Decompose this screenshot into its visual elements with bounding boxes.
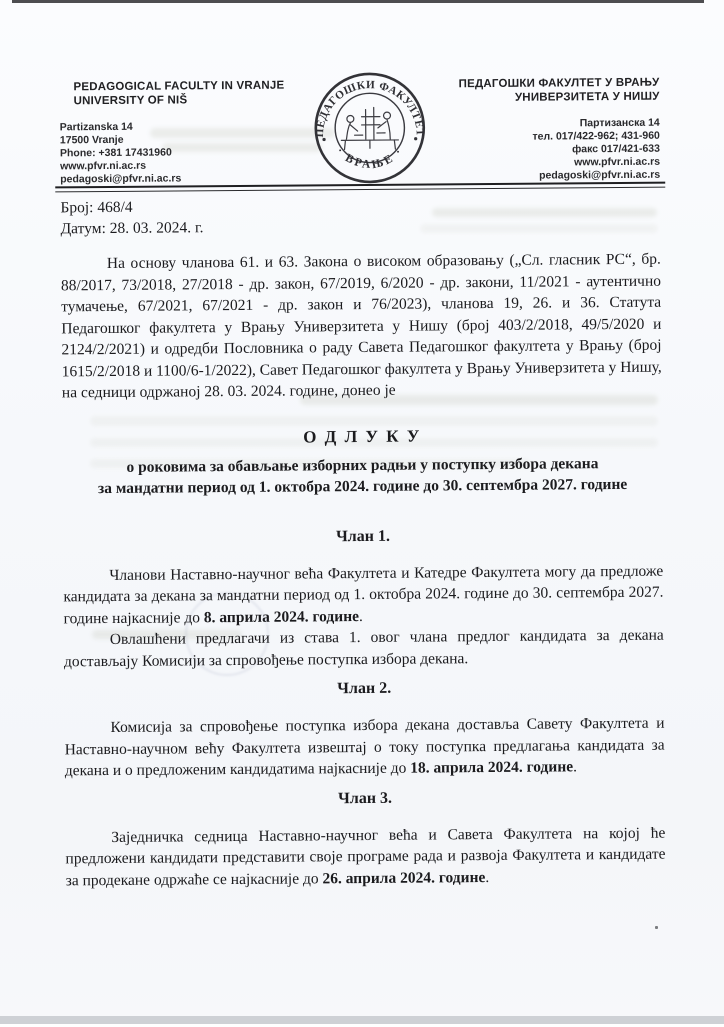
letterhead-left	[59, 78, 310, 186]
document-date: Датум: 28. 03. 2024. г.	[60, 219, 204, 238]
org-name-en-line2: UNIVERSITY OF NIŠ	[73, 94, 188, 108]
address-phone: Phone: +381 17431960	[59, 146, 172, 160]
article-2-heading: Члан 2.	[337, 679, 392, 698]
seal-bottom-text: · ВРАЊЕ ·	[333, 144, 407, 172]
article-3-heading: Члан 3.	[338, 789, 393, 807]
article-1	[63, 524, 664, 672]
article-1-paragraph-1: Чланови Наставно-научног већа Факултета и Катедре Факултета могу да предложе кандидата за декана за мандатни период од 1. октобра 2024. године до 30. септембра 2027. године најкасније до 8. априла 2024. године.	[63, 562, 664, 627]
article-3	[65, 786, 666, 891]
address-left	[60, 119, 311, 186]
address-street: Partizanska 14	[59, 120, 133, 134]
preamble-paragraph: На основу чланова 61. и 63. Закона о високом образовању („Сл. гласник РС“, бр. 88/2017, 73/2018, 27/2018 - др. закон, 67/2019, 6/2020 - др. закони, 11/2021 - аутентично тумачење, 67/2021, 67/2021 - др. закон и 76/2023), чланова 19, 26. и 36. Статута Педагошког факултета у Врању Универзитета у Нишу (број 403/2/2018, 49/5/2020 и 2124/2/2021) и одредби Пословника о раду Савета Педагошког факултета у Врању (број 1615/2/2018 и 1100/6-1/2022), Савет Педагошког факултета у Врању Универзитета у Нишу, на седници одржаној 28. 03. 2024. године, донео је	[60, 250, 662, 402]
org-name-sr-line2: УНИВЕРЗИТЕТА У НИШУ	[514, 90, 660, 104]
address-fax: факс 017/421-633	[572, 142, 661, 156]
address-email: pedagoski@pfvr.ni.ac.rs	[538, 168, 661, 182]
address-right	[410, 117, 661, 184]
article-2	[64, 677, 665, 782]
decision-subtitle-line1: о роковима за обављање изборних радњи у поступку избора декана	[126, 454, 599, 476]
address-website: www.pfvr.ni.ac.rs	[574, 155, 661, 169]
org-name-en-line1: PEDAGOGICAL FACULTY IN VRANJE	[73, 79, 285, 94]
document-number: Број: 468/4	[60, 198, 133, 217]
article-3-paragraph-1: Заједничка седница Наставно-научног већа и Савета Факултета на којој ће предложени кандидати представити своје програме рада и развоја Факултета и кандидате за продекане одржаће се најкасније до 26. априла 2024. године.	[65, 824, 666, 889]
seal-left-dot	[322, 138, 325, 141]
letterhead	[59, 76, 661, 186]
decision-subtitle-line2: за мандатни период од 1. октобра 2024. године до 30. септембра 2027. године	[97, 475, 628, 497]
address-phone: тел. 017/422-962; 431-960	[532, 129, 660, 143]
decision-title-block	[62, 423, 663, 499]
seal-classroom-illustration	[341, 107, 398, 149]
address-street: Партизанска 14	[579, 116, 660, 130]
decision-title: О Д Л У К У	[303, 426, 422, 446]
org-name-sr-line1: ПЕДАГОШКИ ФАКУЛТЕТ У ВРАЊУ	[458, 76, 660, 91]
address-email: pedagoski@pfvr.ni.ac.rs	[60, 172, 182, 186]
article-1-paragraph-2: Овлашћени предлагачи из става 1. овог члана предлог кандидата за декана достављају Комисији за спровођење поступка избора декана.	[63, 626, 664, 670]
document-meta	[60, 193, 660, 240]
seal-top-text: ПЕДАГОШКИ ФАКУЛТЕТ	[313, 79, 426, 138]
address-city: 17500 Vranje	[59, 133, 124, 147]
address-website: www.pfvr.ni.ac.rs	[60, 159, 147, 173]
letterhead-right	[409, 76, 660, 184]
article-1-heading: Члан 1.	[335, 527, 391, 545]
article-2-paragraph-1: Комисија за спровођење поступка избора декана доставља Савету Факултета и Наставно-научном већу Факултета извештај о току поступка предлагања кандидата за декана и о предложеним кандидатима најкасније до 18. априла 2024. године.	[64, 714, 665, 780]
